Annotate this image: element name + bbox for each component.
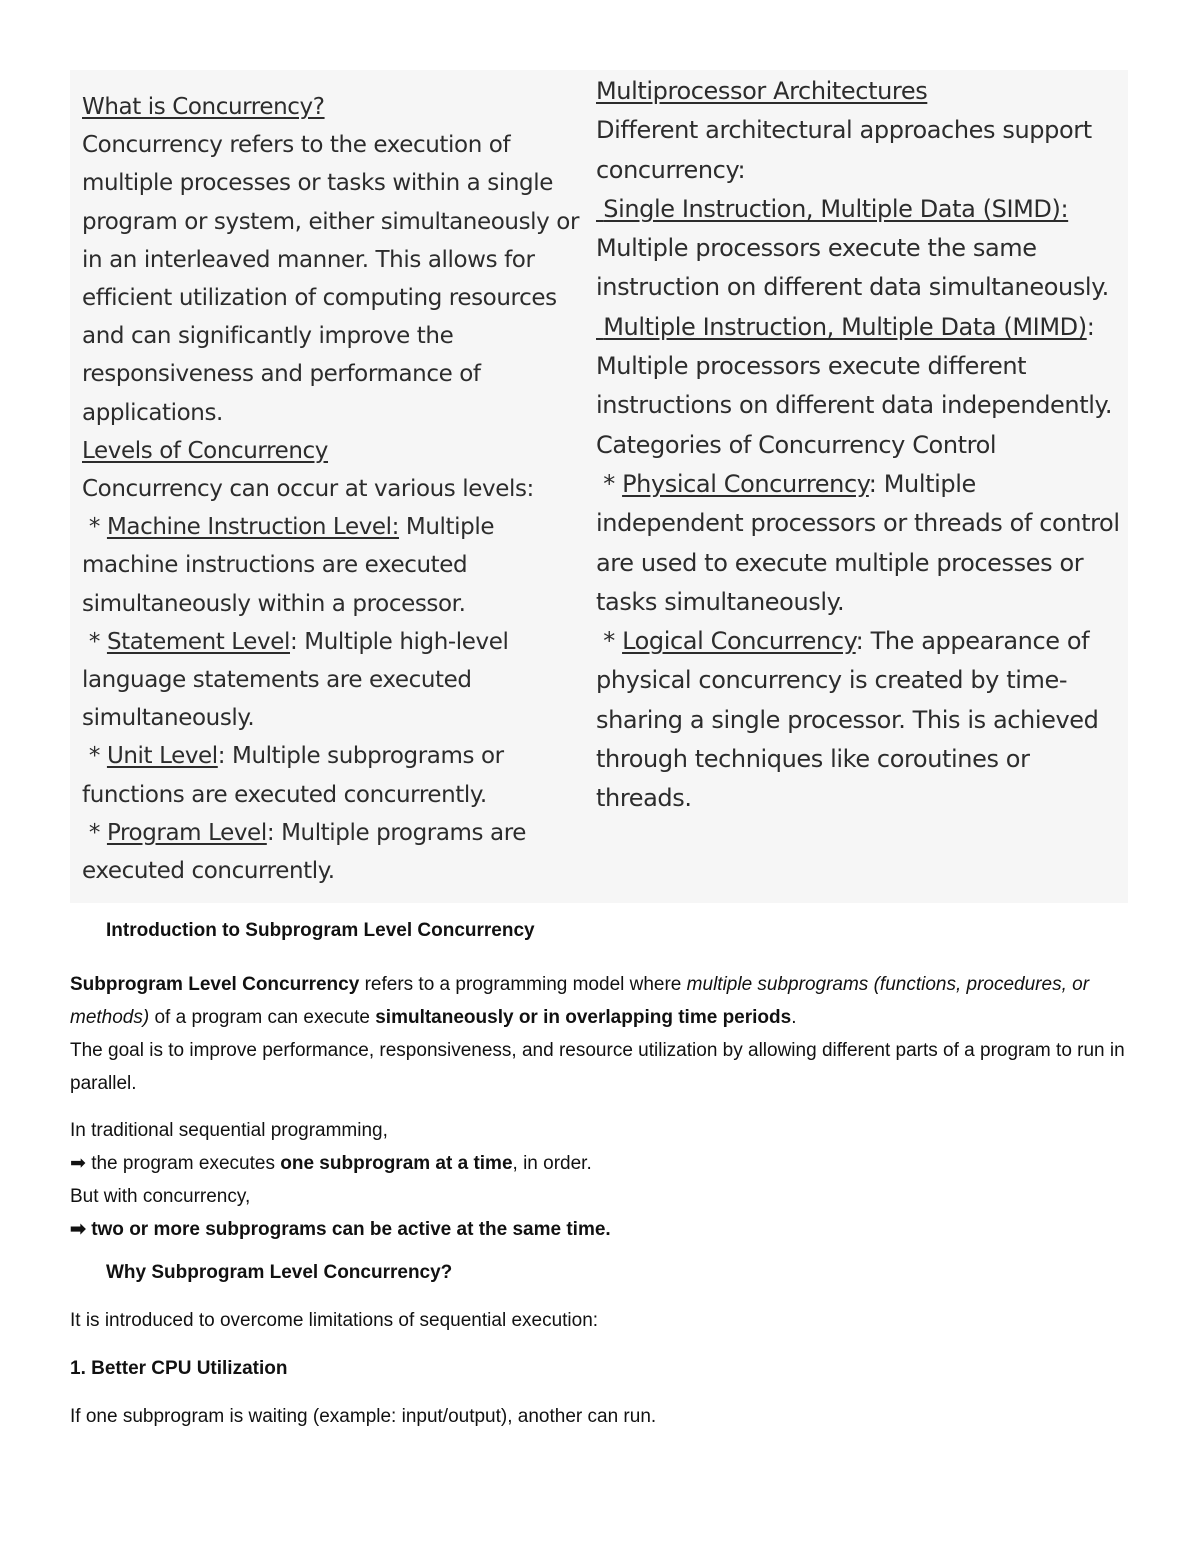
definition-text: refers to a programming model where xyxy=(359,974,687,995)
why-intro: It is introduced to overcome limitations of sequential execution: xyxy=(70,1310,599,1331)
mimd-heading: Multiple Instruction, Multiple Data (MIMD) xyxy=(603,312,1087,341)
level-name: Unit Level xyxy=(106,743,218,770)
document-body xyxy=(70,920,1140,1428)
mimd-colon: : xyxy=(1086,312,1095,341)
category-item: * Logical Concurrency: The appearance of physical concurrency is created by time-sharing a single processor. This is achieved through techniques like coroutines or threads. xyxy=(596,627,1099,813)
concurrency-line: But with concurrency, xyxy=(70,1186,251,1207)
definition-italic: multiple subprograms (functions, procedures, or methods) xyxy=(70,974,1090,1028)
definition-text: of a program can execute xyxy=(149,1007,376,1028)
level-desc: : Multiple subprograms or functions are executed concurrently. xyxy=(82,743,504,808)
mimd-desc: Multiple processors execute different instructions on different data independently. xyxy=(596,352,1113,420)
levels-heading: Levels of Concurrency xyxy=(82,437,329,464)
level-desc: : Multiple high-level language statements are executed simultaneously. xyxy=(82,628,509,732)
what-is-concurrency-heading: What is Concurrency? xyxy=(82,94,325,120)
level-item: * Program Level: Multiple programs are executed concurrently. xyxy=(82,819,527,885)
concurrency-line: ➡ two or more subprograms can be active at the same time. xyxy=(70,1219,611,1240)
definition-term: Subprogram Level Concurrency xyxy=(70,974,360,995)
level-item: * Machine Instruction Level: Multiple machine instructions are executed simultaneously within a processor. xyxy=(82,514,495,617)
definition-paragraph xyxy=(70,968,1140,1100)
logical-concurrency-name: Logical Concurrency xyxy=(622,627,856,656)
level-name: Program Level xyxy=(106,819,267,846)
level-desc: Multiple machine instructions are executed simultaneously within a processor. xyxy=(82,514,495,617)
level-name: Statement Level xyxy=(106,628,290,655)
sequential-comparison xyxy=(70,1114,1140,1246)
level-item: * Unit Level: Multiple subprograms or functions are executed concurrently. xyxy=(82,743,504,808)
sequential-line: ➡ the program executes one subprogram at a time, in order. xyxy=(70,1153,592,1174)
left-column xyxy=(82,88,582,890)
level-item: * Statement Level: Multiple high-level language statements are executed simultaneously. xyxy=(82,628,509,732)
category-item: * Physical Concurrency: Multiple independent processors or threads of control are used to execute multiple processes or tasks simultaneously. xyxy=(596,469,1120,616)
definition-text: . xyxy=(791,1007,797,1028)
levels-intro: Concurrency can occur at various levels: xyxy=(82,476,534,503)
multiprocessor-heading: Multiprocessor Architectures xyxy=(596,77,928,105)
intro-heading: Introduction to Subprogram Level Concurrency xyxy=(106,920,535,941)
simd-heading: Single Instruction, Multiple Data (SIMD): xyxy=(603,194,1069,223)
goal-text: The goal is to improve performance, responsiveness, and resource utilization by allowing different parts of a program to run in parallel. xyxy=(70,1040,1125,1094)
point1-title: 1. Better CPU Utilization xyxy=(70,1358,288,1379)
multiprocessor-intro: Different architectural approaches support concurrency: xyxy=(596,116,1092,184)
logical-concurrency-desc: : The appearance of physical concurrency is created by time-sharing a single processor. This is achieved through techniques like coroutines or threads. xyxy=(596,627,1099,813)
right-column xyxy=(596,72,1126,819)
sequential-line: In traditional sequential programming, xyxy=(70,1120,388,1141)
concurrency-image-panel xyxy=(70,70,1128,903)
definition-bold: simultaneously or in overlapping time periods xyxy=(375,1007,792,1028)
what-is-concurrency-body: Concurrency refers to the execution of multiple processes or tasks within a single program or system, either simultaneously or in an interleaved manner. This allows for efficient utilization of computing resources and can significantly improve the responsiveness and performance of applications. xyxy=(82,132,580,426)
categories-heading: Categories of Concurrency Control xyxy=(596,430,997,459)
physical-concurrency-desc: : Multiple independent processors or threads of control are used to execute multiple processes or tasks simultaneously. xyxy=(596,469,1120,616)
why-heading: Why Subprogram Level Concurrency? xyxy=(106,1262,453,1283)
point1-desc: If one subprogram is waiting (example: input/output), another can run. xyxy=(70,1406,657,1427)
level-name: Machine Instruction Level: xyxy=(106,514,399,541)
level-desc: : Multiple programs are executed concurrently. xyxy=(82,819,527,885)
simd-desc: Multiple processors execute the same instruction on different data simultaneously. xyxy=(596,234,1109,302)
physical-concurrency-name: Physical Concurrency xyxy=(622,469,869,498)
